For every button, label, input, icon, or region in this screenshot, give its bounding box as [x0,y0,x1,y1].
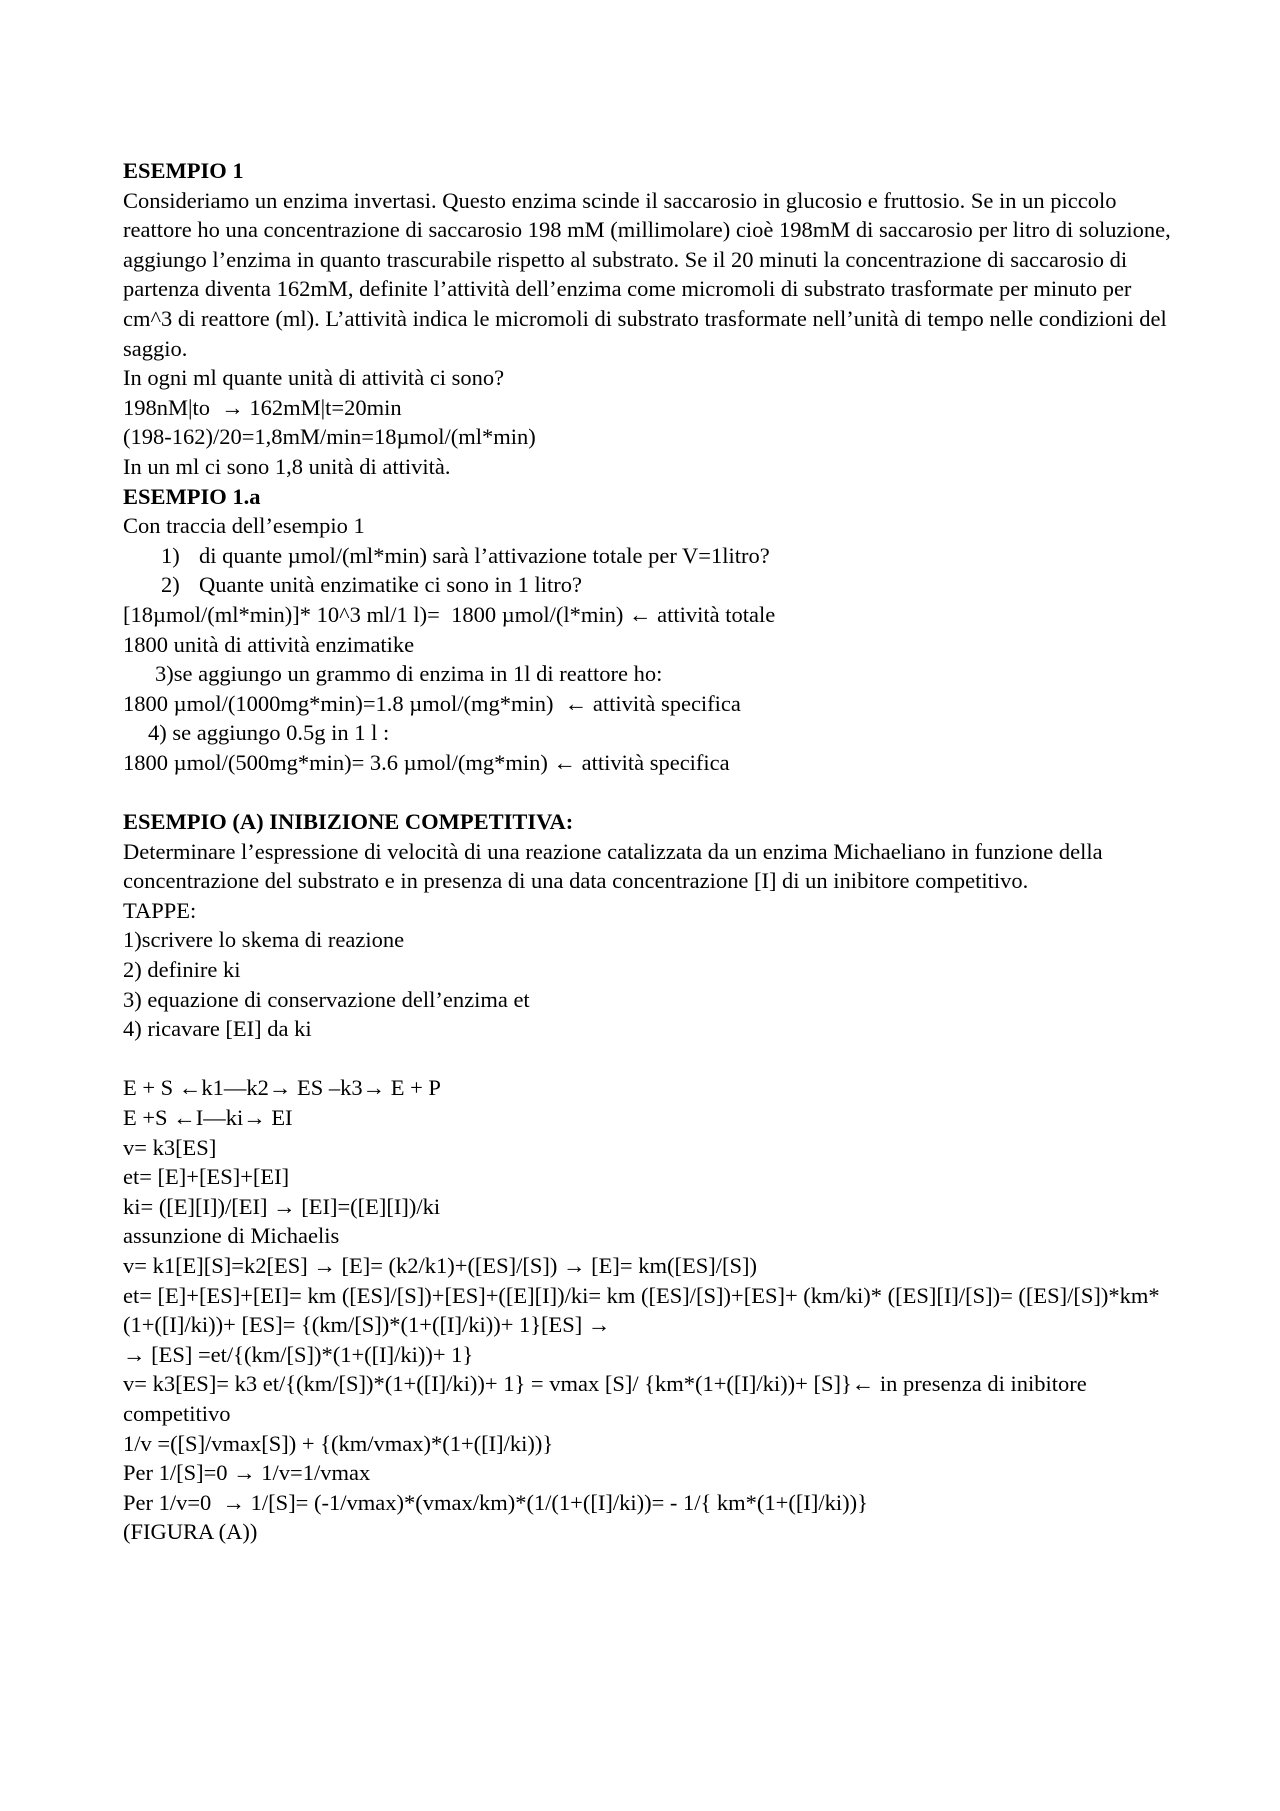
equation-7: v= k1[E][S]=k2[ES] → [E]= (k2/k1)+([ES]/[S]) → [E]= km([ES]/[S]) [123,1252,757,1278]
equation-1: E + S ←k1—k2→ ES –k3→ E + P [123,1075,441,1101]
equation-13: Per 1/v=0 → 1/[S]= (-1/vmax)*(vmax/km)*(1/(1+([I]/ki))= - 1/{ km*(1+([I]/ki))} [123,1489,868,1515]
equation-4: et= [E]+[ES]+[EI] [123,1164,290,1190]
figure-reference: (FIGURA (A)) [123,1519,258,1545]
esempio-a-paragraph: Determinare l’espressione di velocità di una reazione catalizzata da un enzima Michaeliano in funzione della concentrazione del substrato e in presenza di una data concentrazione [I] di un inibitore competitivo. [123,838,1103,894]
document-page [123,156,1173,1547]
equation-10: v= k3[ES]= k3 et/{(km/[S])*(1+([I]/ki))+ 1} = vmax [S]/ {km*(1+([I]/ki))+ [S]}← in presenza di inibitore competitivo [123,1371,1087,1426]
esempio-1a-q3: 3)se aggiungo un grammo di enzima in 1l di reattore ho: [155,661,663,687]
equation-2: E +S ←I—ki→ EI [123,1105,293,1130]
esempio-1-calc-1: 198nM|to → 162mM|t=20min [123,394,402,420]
heading-esempio-1a: ESEMPIO 1.a [123,483,261,509]
list-item-q2 [123,570,1173,600]
blank-line [123,777,1173,807]
equation-3: v= k3[ES] [123,1134,217,1160]
tappa-4: 4) ricavare [EI] da ki [123,1016,312,1042]
esempio-1-calc-2: (198-162)/20=1,8mM/min=18µmol/(ml*min) [123,424,536,450]
equation-11: 1/v =([S]/vmax[S]) + {(km/vmax)*(1+([I]/ki))} [123,1430,554,1456]
tappe-label: TAPPE: [123,897,197,923]
blank-line [123,1044,1173,1074]
esempio-1a-calc-2: 1800 unità di attività enzimatike [123,631,415,657]
esempio-1a-calc-1: [18µmol/(ml*min)]* 10^3 ml/1 l)= 1800 µmol/(l*min) ← attività totale [123,601,776,627]
heading-esempio-a: ESEMPIO (A) INIBIZIONE COMPETITIVA: [123,809,574,835]
list-text: Quante unità enzimatike ci sono in 1 litro? [199,572,583,598]
esempio-1-answer: In un ml ci sono 1,8 unità di attività. [123,453,451,479]
equation-5: ki= ([E][I])/[EI] → [EI]=([E][I])/ki [123,1193,441,1219]
list-item-q1 [123,541,1173,571]
esempio-1-paragraph: Consideriamo un enzima invertasi. Questo enzima scinde il saccarosio in glucosio e fruttosio. Se in un piccolo reattore ho una concentrazione di saccarosio 198 mM (millimolare) cioè 198mM di saccarosio per litro di soluzione, aggiungo l’enzima in quanto trascurabile rispetto al substrato. Se il 20 minuti la concentrazione di saccarosio di partenza diventa 162mM, definite l’attività dell’enzima come micromoli di substrato trasformate per minuto per cm^3 di reattore (ml). L’attività indica le micromoli di substrato trasformate nell’unità di tempo nelle condizioni del saggio. [123,187,1171,361]
esempio-1a-intro: Con traccia dell’esempio 1 [123,513,365,539]
equation-6: assunzione di Michaelis [123,1223,340,1249]
heading-esempio-1: ESEMPIO 1 [123,158,244,183]
esempio-1a-q4: 4) se aggiungo 0.5g in 1 l : [148,720,390,746]
tappa-1: 1)scrivere lo skema di reazione [123,927,405,953]
esempio-1a-calc-3: 1800 µmol/(1000mg*min)=1.8 µmol/(mg*min) ← attività specifica [123,690,741,716]
tappa-3: 3) equazione di conservazione dell’enzima et [123,986,530,1012]
tappa-2: 2) definire ki [123,957,241,983]
equation-8: et= [E]+[ES]+[EI]= km ([ES]/[S])+[ES]+([E][I])/ki= km ([ES]/[S])+[ES]+ (km/ki)* ([ES][I]/[S])= ([ES]/[S])*km*(1+([I]/ki))+ [ES]= {(km/[S])*(1+([I]/ki))+ 1}[ES] → [123,1282,1160,1338]
esempio-1-question: In ogni ml quante unità di attività ci sono? [123,365,505,391]
esempio-1a-calc-4: 1800 µmol/(500mg*min)= 3.6 µmol/(mg*min) ← attività specifica [123,749,730,775]
equation-12: Per 1/[S]=0 → 1/v=1/vmax [123,1460,371,1486]
list-number: 1) [161,542,180,568]
list-text: di quante µmol/(ml*min) sarà l’attivazione totale per V=1litro? [199,542,770,568]
list-number: 2) [161,572,180,598]
equation-9: → [ES] =et/{(km/[S])*(1+([I]/ki))+ 1} [123,1341,474,1367]
